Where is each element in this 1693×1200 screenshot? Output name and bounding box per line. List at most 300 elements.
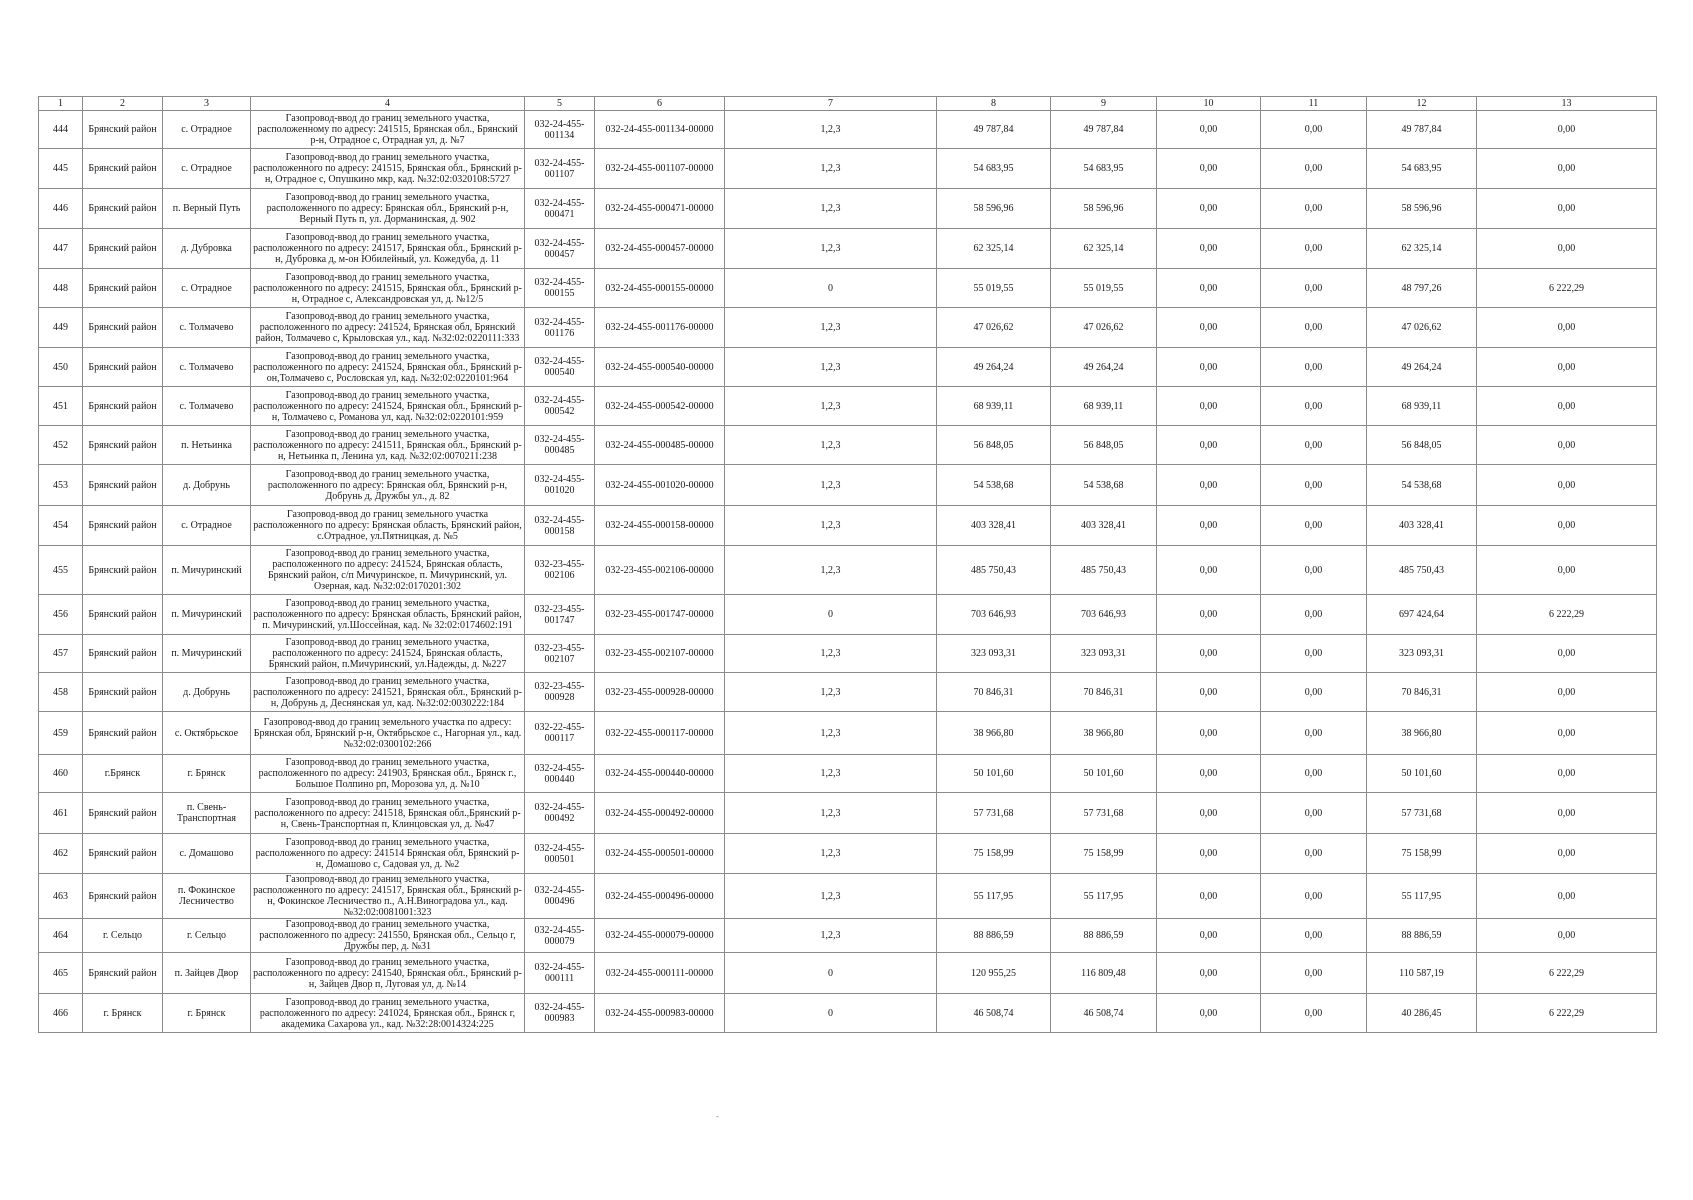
column-header-4: 4 (251, 97, 525, 111)
row-number: 454 (39, 506, 83, 546)
cost-total-cell: 49 787,84 (937, 111, 1051, 149)
value-cell-13: 6 222,29 (1477, 994, 1657, 1033)
object-id-cell: 032-24-455-000457-00000 (595, 229, 725, 269)
description-cell: Газопровод-ввод до границ земельного участка, расположенного по адресу: 241517, Брянская обл., Брянский р-н, Фокинское Лесничество п., А.Н.Виноградова ул., кад. №32:02:0081001:323 (251, 874, 525, 919)
category-cell: 1,2,3 (725, 793, 937, 834)
description-cell: Газопровод-ввод до границ земельного участка, расположенного по адресу: 241514 Брянская обл, Брянский р-н, Домашово с, Садовая ул, д. №2 (251, 834, 525, 874)
object-id-cell: 032-24-455-000496-00000 (595, 874, 725, 919)
object-code-cell: 032-24-455-000440 (525, 755, 595, 793)
value-cell-12: 54 538,68 (1367, 465, 1477, 506)
object-code-cell: 032-24-455-000501 (525, 834, 595, 874)
column-header-2: 2 (83, 97, 163, 111)
district-cell: Брянский район (83, 189, 163, 229)
value-cell-11: 0,00 (1261, 919, 1367, 953)
district-cell: Брянский район (83, 387, 163, 426)
district-cell: Брянский район (83, 465, 163, 506)
column-header-9: 9 (1051, 97, 1157, 111)
object-id-cell: 032-24-455-000501-00000 (595, 834, 725, 874)
locality-cell: с. Отрадное (163, 111, 251, 149)
cost-total-cell: 403 328,41 (937, 506, 1051, 546)
locality-cell: г. Брянск (163, 994, 251, 1033)
cost-total-cell: 54 683,95 (937, 149, 1051, 189)
column-header-10: 10 (1157, 97, 1261, 111)
locality-cell: п. Мичуринский (163, 546, 251, 595)
value-cell-11: 0,00 (1261, 874, 1367, 919)
value-cell-11: 0,00 (1261, 595, 1367, 635)
table-row (39, 506, 1657, 546)
cost-cell: 56 848,05 (1051, 426, 1157, 465)
description-cell: Газопровод-ввод до границ земельного участка по адресу: Брянская обл, Брянский р-н, Октябрьское с., Нагорная ул., кад. №32:02:0300102:266 (251, 712, 525, 755)
description-cell: Газопровод-ввод до границ земельного участка, расположенного по адресу: Брянская область, Брянский район, п. Мичуринский, ул.Шоссейная, кад. № 32:02:0174602:191 (251, 595, 525, 635)
value-cell-13: 0,00 (1477, 793, 1657, 834)
cost-cell: 58 596,96 (1051, 189, 1157, 229)
value-cell-12: 49 787,84 (1367, 111, 1477, 149)
category-cell: 1,2,3 (725, 506, 937, 546)
column-number-row (39, 97, 1657, 111)
cost-cell: 50 101,60 (1051, 755, 1157, 793)
value-cell-13: 0,00 (1477, 465, 1657, 506)
object-code-cell: 032-24-455-000485 (525, 426, 595, 465)
value-cell-11: 0,00 (1261, 149, 1367, 189)
object-id-cell: 032-24-455-001107-00000 (595, 149, 725, 189)
value-cell-12: 68 939,11 (1367, 387, 1477, 426)
object-code-cell: 032-24-455-000983 (525, 994, 595, 1033)
cost-cell: 46 508,74 (1051, 994, 1157, 1033)
category-cell: 0 (725, 953, 937, 994)
object-id-cell: 032-24-455-000079-00000 (595, 919, 725, 953)
value-cell-13: 6 222,29 (1477, 595, 1657, 635)
value-cell-12: 57 731,68 (1367, 793, 1477, 834)
register-sheet (38, 96, 1656, 1033)
value-cell-13: 0,00 (1477, 308, 1657, 348)
category-cell: 1,2,3 (725, 426, 937, 465)
value-cell-12: 323 093,31 (1367, 635, 1477, 673)
object-code-cell: 032-23-455-002107 (525, 635, 595, 673)
value-cell-12: 58 596,96 (1367, 189, 1477, 229)
table-row (39, 149, 1657, 189)
object-code-cell: 032-24-455-000540 (525, 348, 595, 387)
column-header-8: 8 (937, 97, 1051, 111)
value-cell-12: 55 117,95 (1367, 874, 1477, 919)
value-cell-12: 88 886,59 (1367, 919, 1477, 953)
cost-cell: 88 886,59 (1051, 919, 1157, 953)
object-code-cell: 032-24-455-000542 (525, 387, 595, 426)
object-id-cell: 032-24-455-000492-00000 (595, 793, 725, 834)
value-cell-12: 697 424,64 (1367, 595, 1477, 635)
row-number: 450 (39, 348, 83, 387)
description-cell: Газопровод-ввод до границ земельного участка, расположенного по адресу: 241524, Брянская область, Брянский район, с/п Мичуринское, п. Мичуринский, ул. Озерная, кад. №32:02:0170201:302 (251, 546, 525, 595)
locality-cell: г. Сельцо (163, 919, 251, 953)
object-id-cell: 032-24-455-001134-00000 (595, 111, 725, 149)
row-number: 448 (39, 269, 83, 308)
cost-total-cell: 50 101,60 (937, 755, 1051, 793)
object-id-cell: 032-24-455-000440-00000 (595, 755, 725, 793)
value-cell-12: 49 264,24 (1367, 348, 1477, 387)
description-cell: Газопровод-ввод до границ земельного участка расположенного по адресу: Брянская область, Брянский район, с.Отрадное, ул.Пятницкая, д. №5 (251, 506, 525, 546)
value-cell-11: 0,00 (1261, 465, 1367, 506)
category-cell: 1,2,3 (725, 673, 937, 712)
value-cell-11: 0,00 (1261, 506, 1367, 546)
column-header-3: 3 (163, 97, 251, 111)
description-cell: Газопровод-ввод до границ земельного участка, расположенного по адресу: 241518, Брянская обл.,Брянский р-н, Свень-Транспортная п, Клинцовская ул, д. №47 (251, 793, 525, 834)
row-number: 461 (39, 793, 83, 834)
cost-total-cell: 54 538,68 (937, 465, 1051, 506)
cost-total-cell: 55 019,55 (937, 269, 1051, 308)
value-cell-12: 47 026,62 (1367, 308, 1477, 348)
value-cell-11: 0,00 (1261, 111, 1367, 149)
category-cell: 0 (725, 994, 937, 1033)
object-id-cell: 032-24-455-000155-00000 (595, 269, 725, 308)
object-id-cell: 032-23-455-002106-00000 (595, 546, 725, 595)
category-cell: 1,2,3 (725, 755, 937, 793)
locality-cell: д. Добрунь (163, 465, 251, 506)
value-cell-11: 0,00 (1261, 712, 1367, 755)
value-cell-10: 0,00 (1157, 874, 1261, 919)
value-cell-13: 6 222,29 (1477, 953, 1657, 994)
category-cell: 1,2,3 (725, 308, 937, 348)
cost-total-cell: 57 731,68 (937, 793, 1051, 834)
table-row (39, 635, 1657, 673)
column-header-5: 5 (525, 97, 595, 111)
description-cell: Газопровод-ввод до границ земельного участка, расположенного по адресу: Брянская обл, Брянский р-н, Добрунь д, Дружбы ул., д. 82 (251, 465, 525, 506)
value-cell-11: 0,00 (1261, 673, 1367, 712)
value-cell-11: 0,00 (1261, 793, 1367, 834)
locality-cell: д. Добрунь (163, 673, 251, 712)
cost-total-cell: 56 848,05 (937, 426, 1051, 465)
object-id-cell: 032-24-455-000540-00000 (595, 348, 725, 387)
table-row (39, 953, 1657, 994)
object-code-cell: 032-22-455-000117 (525, 712, 595, 755)
table-row (39, 269, 1657, 308)
value-cell-12: 50 101,60 (1367, 755, 1477, 793)
value-cell-12: 75 158,99 (1367, 834, 1477, 874)
district-cell: Брянский район (83, 229, 163, 269)
cost-total-cell: 485 750,43 (937, 546, 1051, 595)
cost-total-cell: 62 325,14 (937, 229, 1051, 269)
locality-cell: с. Толмачево (163, 308, 251, 348)
district-cell: г.Брянск (83, 755, 163, 793)
value-cell-11: 0,00 (1261, 994, 1367, 1033)
description-cell: Газопровод-ввод до границ земельного участка, расположенному по адресу: 241515, Брянская обл., Брянский р-н, Отрадное с, Отрадная ул, д. №7 (251, 111, 525, 149)
value-cell-13: 0,00 (1477, 834, 1657, 874)
value-cell-11: 0,00 (1261, 953, 1367, 994)
category-cell: 1,2,3 (725, 465, 937, 506)
district-cell: Брянский район (83, 308, 163, 348)
value-cell-10: 0,00 (1157, 387, 1261, 426)
value-cell-11: 0,00 (1261, 755, 1367, 793)
cost-total-cell: 49 264,24 (937, 348, 1051, 387)
column-header-6: 6 (595, 97, 725, 111)
value-cell-10: 0,00 (1157, 595, 1261, 635)
district-cell: Брянский район (83, 834, 163, 874)
value-cell-12: 485 750,43 (1367, 546, 1477, 595)
value-cell-13: 0,00 (1477, 149, 1657, 189)
row-number: 466 (39, 994, 83, 1033)
table-row (39, 546, 1657, 595)
value-cell-10: 0,00 (1157, 269, 1261, 308)
value-cell-10: 0,00 (1157, 111, 1261, 149)
description-cell: Газопровод-ввод до границ земельного участка, расположенного по адресу: 241524, Брянская обл., Брянский р-он,Толмачево с, Рословская ул, кад. №32:02:0220101:964 (251, 348, 525, 387)
district-cell: Брянский район (83, 348, 163, 387)
cost-cell: 55 117,95 (1051, 874, 1157, 919)
description-cell: Газопровод-ввод до границ земельного участка, расположенного по адресу: 241521, Брянская обл., Брянский р-н, Добрунь д, Деснянская ул, кад. №32:02:0030222:184 (251, 673, 525, 712)
category-cell: 0 (725, 595, 937, 635)
district-cell: Брянский район (83, 595, 163, 635)
row-number: 462 (39, 834, 83, 874)
column-header-7: 7 (725, 97, 937, 111)
row-number: 456 (39, 595, 83, 635)
object-id-cell: 032-24-455-001176-00000 (595, 308, 725, 348)
row-number: 460 (39, 755, 83, 793)
table-row (39, 465, 1657, 506)
locality-cell: п. Мичуринский (163, 635, 251, 673)
value-cell-12: 54 683,95 (1367, 149, 1477, 189)
row-number: 445 (39, 149, 83, 189)
locality-cell: п. Фокинское Лесничество (163, 874, 251, 919)
locality-cell: с. Октябрьское (163, 712, 251, 755)
category-cell: 1,2,3 (725, 546, 937, 595)
district-cell: Брянский район (83, 269, 163, 308)
locality-cell: п. Верный Путь (163, 189, 251, 229)
object-code-cell: 032-24-455-000496 (525, 874, 595, 919)
district-cell: Брянский район (83, 712, 163, 755)
locality-cell: с. Отрадное (163, 269, 251, 308)
row-number: 449 (39, 308, 83, 348)
value-cell-11: 0,00 (1261, 269, 1367, 308)
locality-cell: с. Отрадное (163, 149, 251, 189)
object-id-cell: 032-23-455-001747-00000 (595, 595, 725, 635)
row-number: 444 (39, 111, 83, 149)
locality-cell: п. Зайцев Двор (163, 953, 251, 994)
locality-cell: с. Домашово (163, 834, 251, 874)
value-cell-13: 0,00 (1477, 189, 1657, 229)
description-cell: Газопровод-ввод до границ земельного участка, расположенного по адресу: 241511, Брянская обл., Брянский р-н, Нетьинка п, Ленина ул, кад. №32:02:0070211:238 (251, 426, 525, 465)
value-cell-10: 0,00 (1157, 506, 1261, 546)
locality-cell: п. Нетьинка (163, 426, 251, 465)
object-id-cell: 032-22-455-000117-00000 (595, 712, 725, 755)
table-row (39, 834, 1657, 874)
row-number: 459 (39, 712, 83, 755)
description-cell: Газопровод-ввод до границ земельного участка, расположенного по адресу: 241540, Брянская обл., Брянский р-н, Зайцев Двор п, Луговая ул, д. №14 (251, 953, 525, 994)
value-cell-11: 0,00 (1261, 229, 1367, 269)
object-code-cell: 032-24-455-001134 (525, 111, 595, 149)
locality-cell: с. Отрадное (163, 506, 251, 546)
column-header-1: 1 (39, 97, 83, 111)
district-cell: Брянский район (83, 506, 163, 546)
district-cell: Брянский район (83, 426, 163, 465)
value-cell-12: 56 848,05 (1367, 426, 1477, 465)
category-cell: 1,2,3 (725, 874, 937, 919)
district-cell: Брянский район (83, 111, 163, 149)
object-id-cell: 032-24-455-000983-00000 (595, 994, 725, 1033)
cost-cell: 116 809,48 (1051, 953, 1157, 994)
cost-cell: 485 750,43 (1051, 546, 1157, 595)
description-cell: Газопровод-ввод до границ земельного участка, расположенного по адресу: 241515, Брянская обл., Брянский р-н, Отрадное с, Александровская ул, д. №12/5 (251, 269, 525, 308)
value-cell-13: 0,00 (1477, 635, 1657, 673)
cost-cell: 54 538,68 (1051, 465, 1157, 506)
value-cell-11: 0,00 (1261, 189, 1367, 229)
locality-cell: с. Толмачево (163, 348, 251, 387)
value-cell-10: 0,00 (1157, 308, 1261, 348)
value-cell-10: 0,00 (1157, 793, 1261, 834)
cost-total-cell: 88 886,59 (937, 919, 1051, 953)
locality-cell: п. Мичуринский (163, 595, 251, 635)
gas-pipeline-table (38, 96, 1657, 1033)
column-header-11: 11 (1261, 97, 1367, 111)
value-cell-10: 0,00 (1157, 635, 1261, 673)
value-cell-11: 0,00 (1261, 308, 1367, 348)
cost-cell: 75 158,99 (1051, 834, 1157, 874)
value-cell-10: 0,00 (1157, 348, 1261, 387)
cost-total-cell: 75 158,99 (937, 834, 1051, 874)
value-cell-10: 0,00 (1157, 426, 1261, 465)
category-cell: 1,2,3 (725, 149, 937, 189)
cost-cell: 38 966,80 (1051, 712, 1157, 755)
value-cell-11: 0,00 (1261, 635, 1367, 673)
description-cell: Газопровод-ввод до границ земельного участка, расположенного по адресу: 241515, Брянская обл., Брянский р-н, Отрадное с, Опушкино мкр, кад. №32:02:0320108:5727 (251, 149, 525, 189)
value-cell-12: 48 797,26 (1367, 269, 1477, 308)
object-id-cell: 032-24-455-000485-00000 (595, 426, 725, 465)
locality-cell: д. Дубровка (163, 229, 251, 269)
row-number: 446 (39, 189, 83, 229)
district-cell: г. Сельцо (83, 919, 163, 953)
value-cell-13: 0,00 (1477, 673, 1657, 712)
value-cell-13: 0,00 (1477, 546, 1657, 595)
object-code-cell: 032-24-455-000457 (525, 229, 595, 269)
value-cell-13: 0,00 (1477, 506, 1657, 546)
table-row (39, 755, 1657, 793)
district-cell: Брянский район (83, 673, 163, 712)
description-cell: Газопровод-ввод до границ земельного участка, расположенного по адресу: 241524, Брянская область, Брянский район, п.Мичуринский, ул.Надежды, д. №227 (251, 635, 525, 673)
district-cell: Брянский район (83, 793, 163, 834)
row-number: 457 (39, 635, 83, 673)
value-cell-10: 0,00 (1157, 546, 1261, 595)
object-code-cell: 032-24-455-000492 (525, 793, 595, 834)
row-number: 453 (39, 465, 83, 506)
table-row (39, 189, 1657, 229)
value-cell-12: 62 325,14 (1367, 229, 1477, 269)
cost-total-cell: 58 596,96 (937, 189, 1051, 229)
locality-cell: п. Свень-Транспортная (163, 793, 251, 834)
cost-cell: 57 731,68 (1051, 793, 1157, 834)
cost-cell: 323 093,31 (1051, 635, 1157, 673)
object-id-cell: 032-24-455-000542-00000 (595, 387, 725, 426)
value-cell-13: 0,00 (1477, 111, 1657, 149)
table-row (39, 387, 1657, 426)
category-cell: 1,2,3 (725, 229, 937, 269)
object-code-cell: 032-23-455-001747 (525, 595, 595, 635)
cost-cell: 49 787,84 (1051, 111, 1157, 149)
description-cell: Газопровод-ввод до границ земельного участка, расположенного по адресу: 241024, Брянская обл., Брянск г, академика Сахарова ул., кад. №32:28:0014324:225 (251, 994, 525, 1033)
object-code-cell: 032-24-455-001020 (525, 465, 595, 506)
row-number: 458 (39, 673, 83, 712)
locality-cell: с. Толмачево (163, 387, 251, 426)
cost-cell: 49 264,24 (1051, 348, 1157, 387)
column-header-12: 12 (1367, 97, 1477, 111)
row-number: 452 (39, 426, 83, 465)
description-cell: Газопровод-ввод до границ земельного участка, расположенного по адресу: 241903, Брянская обл., Брянск г., Большое Полпино рп, Морозова ул, д. №10 (251, 755, 525, 793)
object-code-cell: 032-24-455-000471 (525, 189, 595, 229)
category-cell: 1,2,3 (725, 834, 937, 874)
table-row (39, 919, 1657, 953)
description-cell: Газопровод-ввод до границ земельного участка, расположенного по адресу: 241524, Брянская обл, Брянский район, Толмачево с, Крыловская ул., кад. №32:02:0220111:333 (251, 308, 525, 348)
table-row (39, 712, 1657, 755)
value-cell-13: 0,00 (1477, 387, 1657, 426)
value-cell-12: 403 328,41 (1367, 506, 1477, 546)
value-cell-13: 0,00 (1477, 919, 1657, 953)
value-cell-10: 0,00 (1157, 189, 1261, 229)
category-cell: 1,2,3 (725, 712, 937, 755)
object-code-cell: 032-24-455-000079 (525, 919, 595, 953)
object-id-cell: 032-24-455-000111-00000 (595, 953, 725, 994)
category-cell: 1,2,3 (725, 387, 937, 426)
cost-cell: 703 646,93 (1051, 595, 1157, 635)
column-header-13: 13 (1477, 97, 1657, 111)
cost-total-cell: 120 955,25 (937, 953, 1051, 994)
table-row (39, 229, 1657, 269)
value-cell-13: 0,00 (1477, 348, 1657, 387)
object-code-cell: 032-24-455-000111 (525, 953, 595, 994)
value-cell-10: 0,00 (1157, 919, 1261, 953)
value-cell-10: 0,00 (1157, 834, 1261, 874)
value-cell-13: 0,00 (1477, 712, 1657, 755)
value-cell-10: 0,00 (1157, 149, 1261, 189)
table-row (39, 426, 1657, 465)
row-number: 451 (39, 387, 83, 426)
value-cell-13: 0,00 (1477, 874, 1657, 919)
description-cell: Газопровод-ввод до границ земельного участка, расположенного по адресу: Брянская обл., Брянский р-н, Верный Путь п, ул. Дорманинская, д. 902 (251, 189, 525, 229)
value-cell-11: 0,00 (1261, 426, 1367, 465)
cost-total-cell: 70 846,31 (937, 673, 1051, 712)
value-cell-12: 40 286,45 (1367, 994, 1477, 1033)
description-cell: Газопровод-ввод до границ земельного участка, расположенного по адресу: 241517, Брянская обл., Брянский р-н, Дубровка д, м-он Юбилейный, ул. Кожедуба, д. 11 (251, 229, 525, 269)
value-cell-10: 0,00 (1157, 755, 1261, 793)
table-row (39, 673, 1657, 712)
value-cell-10: 0,00 (1157, 953, 1261, 994)
value-cell-10: 0,00 (1157, 994, 1261, 1033)
object-code-cell: 032-24-455-001176 (525, 308, 595, 348)
row-number: 463 (39, 874, 83, 919)
cost-cell: 403 328,41 (1051, 506, 1157, 546)
value-cell-10: 0,00 (1157, 673, 1261, 712)
object-code-cell: 032-23-455-002106 (525, 546, 595, 595)
description-cell: Газопровод-ввод до границ земельного участка, расположенного по адресу: 241524, Брянская обл., Брянский р-н, Толмачево с, Романова ул, кад. №32:02:0220101:959 (251, 387, 525, 426)
cost-total-cell: 46 508,74 (937, 994, 1051, 1033)
object-id-cell: 032-24-455-000471-00000 (595, 189, 725, 229)
row-number: 447 (39, 229, 83, 269)
cost-total-cell: 55 117,95 (937, 874, 1051, 919)
cost-total-cell: 68 939,11 (937, 387, 1051, 426)
row-number: 455 (39, 546, 83, 595)
footer-mark: - (716, 1112, 719, 1121)
cost-cell: 62 325,14 (1051, 229, 1157, 269)
cost-total-cell: 38 966,80 (937, 712, 1051, 755)
cost-total-cell: 703 646,93 (937, 595, 1051, 635)
row-number: 464 (39, 919, 83, 953)
value-cell-11: 0,00 (1261, 387, 1367, 426)
table-row (39, 793, 1657, 834)
category-cell: 1,2,3 (725, 348, 937, 387)
category-cell: 1,2,3 (725, 189, 937, 229)
value-cell-13: 6 222,29 (1477, 269, 1657, 308)
value-cell-10: 0,00 (1157, 712, 1261, 755)
value-cell-12: 38 966,80 (1367, 712, 1477, 755)
table-row (39, 595, 1657, 635)
district-cell: Брянский район (83, 546, 163, 595)
table-row (39, 994, 1657, 1033)
district-cell: Брянский район (83, 635, 163, 673)
district-cell: Брянский район (83, 149, 163, 189)
